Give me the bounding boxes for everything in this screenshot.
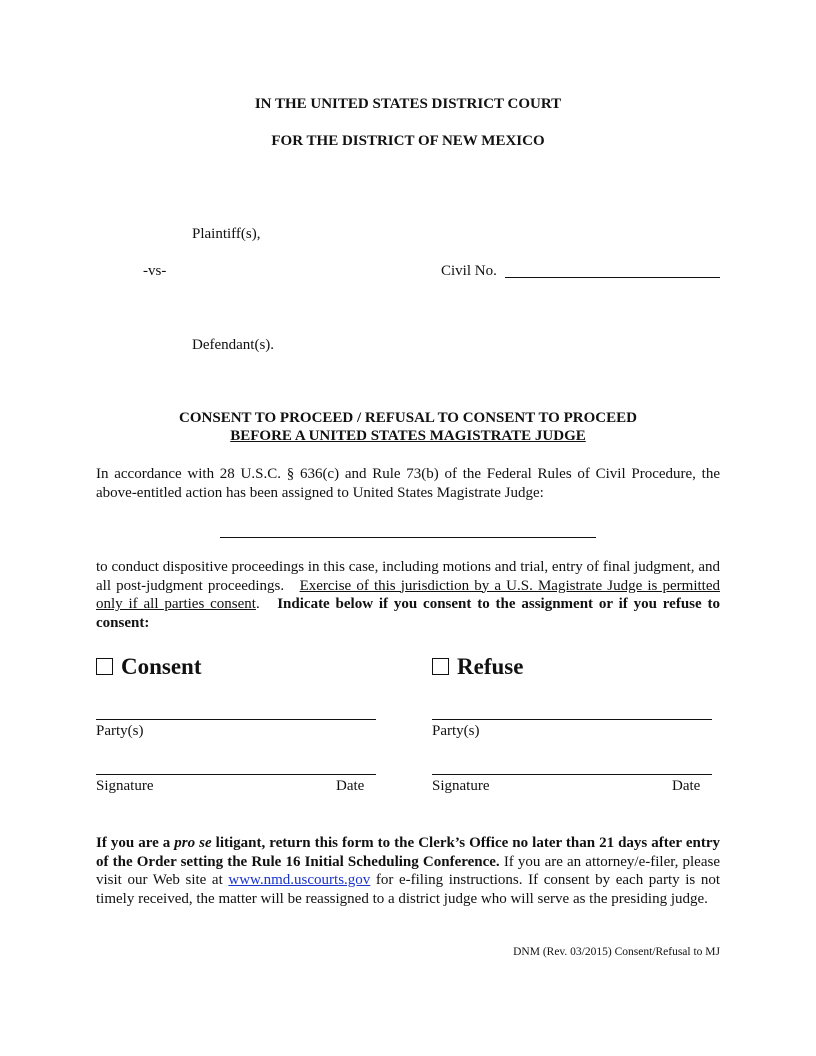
jurisdiction-consent-requirement: Exercise of this jurisdiction by a U.S. Magistrate Judge is permitted only if all parties consent (96, 577, 720, 612)
consent-signature-field[interactable] (96, 774, 376, 775)
consent-party-label: Party(s) (96, 723, 144, 739)
consent-checkbox[interactable] (96, 658, 113, 675)
refuse-date-label: Date (672, 778, 701, 794)
consent-party-field[interactable] (96, 719, 376, 720)
refuse-option[interactable] (432, 654, 523, 680)
form-title-line2 (0, 428, 816, 445)
intro-paragraph: In accordance with 28 U.S.C. § 636(c) and Rule 73(b) of the Federal Rules of Civil Procedure, the above-entitled action has been assigned to United States Magistrate Judge: (96, 466, 720, 501)
plaintiff-label: Plaintiff(s), (192, 226, 261, 242)
civil-no-field[interactable] (505, 277, 720, 278)
court-name: IN THE UNITED STATES DISTRICT COURT (254, 96, 562, 112)
consent-signature-label: Signature (96, 778, 154, 794)
defendant-label: Defendant(s). (192, 337, 275, 353)
form-title-line1: CONSENT TO PROCEED / REFUSAL TO CONSENT TO PROCEED (179, 410, 637, 426)
refuse-signature-field[interactable] (432, 774, 712, 775)
court-district: FOR THE DISTRICT OF NEW MEXICO (271, 133, 545, 149)
magistrate-judge-name-field[interactable] (220, 537, 596, 538)
notice-paragraph (96, 834, 720, 908)
civil-no-label: Civil No. (441, 263, 497, 279)
notice-bold-deadline: litigant, return this form to the Clerk’s Office no later than 21 days after entry of the Order setting the Rule 16 Initial Scheduling Conference. (96, 835, 720, 870)
court-website-link[interactable]: www.nmd.uscourts.gov (228, 872, 371, 888)
refuse-party-field[interactable] (432, 719, 712, 720)
jurisdiction-text: to conduct dispositive proceedings in this case, including motions and trial, entry of final judgment, and all post-judgment proceedings. (96, 559, 720, 594)
jurisdiction-instruction: Indicate below if you consent to the assignment or if you refuse to consent: (96, 596, 720, 631)
notice-reassignment-text: for e-filing instructions. If consent by each party is not timely received, the matter will be reassigned to a district judge who will serve as the presiding judge. (96, 872, 720, 907)
jurisdiction-period: . (255, 596, 260, 612)
form-revision-id: DNM (Rev. 03/2015) Consent/Refusal to MJ (513, 946, 720, 958)
jurisdiction-paragraph (96, 558, 720, 632)
form-title-line2-text: BEFORE A UNITED STATES MAGISTRATE JUDGE (230, 428, 586, 444)
consent-date-label: Date (336, 778, 365, 794)
consent-option[interactable] (96, 654, 202, 680)
refuse-signature-label: Signature (432, 778, 490, 794)
notice-attorney-text: If you are an attorney/e-filer, please visit our Web site at (96, 853, 720, 888)
refuse-checkbox[interactable] (432, 658, 449, 675)
notice-bold-start: If you are a (96, 835, 175, 851)
versus-label: -vs- (143, 263, 167, 279)
notice-pro-se: pro se (174, 835, 212, 851)
refuse-party-label: Party(s) (432, 723, 480, 739)
refuse-label: Refuse (457, 654, 524, 679)
consent-label: Consent (121, 654, 202, 679)
